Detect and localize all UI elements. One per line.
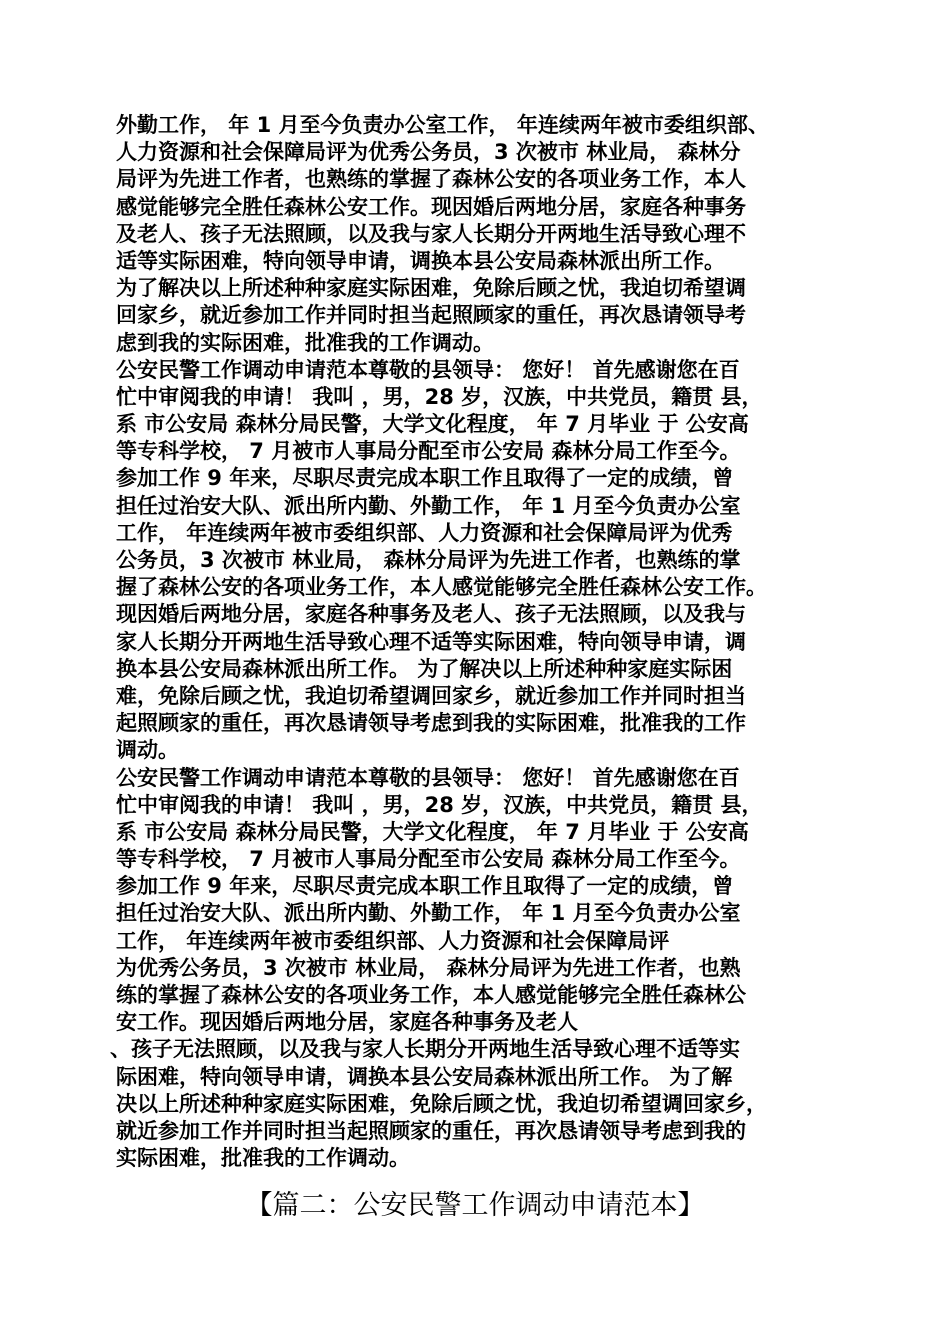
- text-line: 公安民警工作调动申请范本尊敬的县领导： 您好！ 首先感谢您在百: [116, 765, 740, 790]
- text-line: 担任过治安大队、派出所内勤、外勤工作， 年 1 月至今负责办公室: [116, 493, 741, 518]
- text-line: 局评为先进工作者，也熟练的掌握了森林公安的各项业务工作，本人: [116, 167, 746, 192]
- text-line: 工作， 年连续两年被市委组织部、人力资源和社会保障局评: [116, 928, 670, 953]
- text-line: 系 市公安局 森林分局民警，大学文化程度， 年 7 月毕业 于 公安高: [116, 819, 749, 844]
- text-line: 现因婚后两地分居，家庭各种事务及老人、孩子无法照顾，以及我与: [116, 602, 746, 627]
- text-line: 系 市公安局 森林分局民警，大学文化程度， 年 7 月毕业 于 公安高: [116, 412, 749, 437]
- text-line: 起照顾家的重任，再次恳请领导考虑到我的实际困难，批准我的工作: [116, 711, 746, 736]
- text-line: 练的掌握了森林公安的各项业务工作，本人感觉能够完全胜任森林公: [116, 983, 746, 1007]
- text-line: 调动。: [116, 738, 179, 763]
- text-line: 公务员，3 次被市 林业局， 森林分局评为先进工作者，也熟练的掌: [116, 548, 741, 572]
- text-line: 握了森林公安的各项业务工作，本人感觉能够完全胜任森林公安工作。: [116, 575, 767, 600]
- text-line: 忙中审阅我的申请！ 我叫 ，男，28 岁，汉族，中共党员，籍贯 县，: [116, 384, 763, 409]
- text-line: 就近参加工作并同时担当起照顾家的重任，再次恳请领导考虑到我的: [116, 1118, 746, 1143]
- text-line: 为了解决以上所述种种家庭实际困难，免除后顾之忧，我迫切希望调: [116, 276, 746, 301]
- text-line: 公安民警工作调动申请范本尊敬的县领导： 您好！ 首先感谢您在百: [116, 357, 740, 382]
- text-line: 及老人、孩子无法照顾，以及我与家人长期分开两地生活导致心理不: [116, 221, 746, 246]
- text-line: 感觉能够完全胜任森林公安工作。现因婚后两地分居，家庭各种事务: [116, 194, 746, 219]
- text-line: 为优秀公务员，3 次被市 林业局， 森林分局评为先进工作者，也熟: [116, 955, 741, 980]
- text-line: 担任过治安大队、派出所内勤、外勤工作， 年 1 月至今负责办公室: [116, 901, 741, 926]
- text-line: 外勤工作， 年 1 月至今负责办公室工作， 年连续两年被市委组织部、: [116, 113, 769, 137]
- text-line: 、孩子无法照顾，以及我与家人长期分开两地生活导致心理不适等实: [110, 1037, 740, 1062]
- text-line: 工作， 年连续两年被市委组织部、人力资源和社会保障局评为优秀: [116, 520, 733, 545]
- text-line: 实际困难，批准我的工作调动。: [116, 1146, 410, 1171]
- text-line: 参加工作 9 年来，尽职尽责完成本职工作且取得了一定的成绩，曾: [116, 874, 734, 899]
- text-line: 适等实际困难，特向领导申请，调换本县公安局森林派出所工作。: [116, 248, 725, 273]
- text-line: 忙中审阅我的申请！ 我叫 ，男，28 岁，汉族，中共党员，籍贯 县，: [116, 792, 763, 817]
- text-line: 回家乡，就近参加工作并同时担当起照顾家的重任，再次恳请领导考: [116, 303, 746, 328]
- text-line: 人力资源和社会保障局评为优秀公务员，3 次被市 林业局， 森林分: [116, 140, 741, 165]
- text-line: 等专科学校， 7 月被市人事局分配至市公安局 森林分局工作至今。: [116, 439, 741, 464]
- document-body: [110, 112, 854, 1172]
- text-line: 难，免除后顾之忧，我迫切希望调回家乡，就近参加工作并同时担当: [116, 683, 746, 708]
- text-line: 换本县公安局森林派出所工作。 为了解决以上所述种种家庭实际困: [116, 656, 733, 681]
- text-line: 等专科学校， 7 月被市人事局分配至市公安局 森林分局工作至今。: [116, 847, 741, 872]
- section-heading: 【篇二：公安民警工作调动申请范本】: [245, 1190, 705, 1221]
- text-line: 参加工作 9 年来，尽职尽责完成本职工作且取得了一定的成绩，曾: [116, 466, 734, 491]
- text-line: 际困难，特向领导申请，调换本县公安局森林派出所工作。 为了解: [116, 1064, 733, 1089]
- text-line: 安工作。现因婚后两地分居，家庭各种事务及老人: [116, 1010, 578, 1035]
- text-line: 决以上所述种种家庭实际困难，免除后顾之忧，我迫切希望调回家乡，: [116, 1091, 767, 1116]
- text-line: 虑到我的实际困难，批准我的工作调动。: [116, 330, 494, 355]
- text-line: 家人长期分开两地生活导致心理不适等实际困难，特向领导申请，调: [116, 629, 746, 654]
